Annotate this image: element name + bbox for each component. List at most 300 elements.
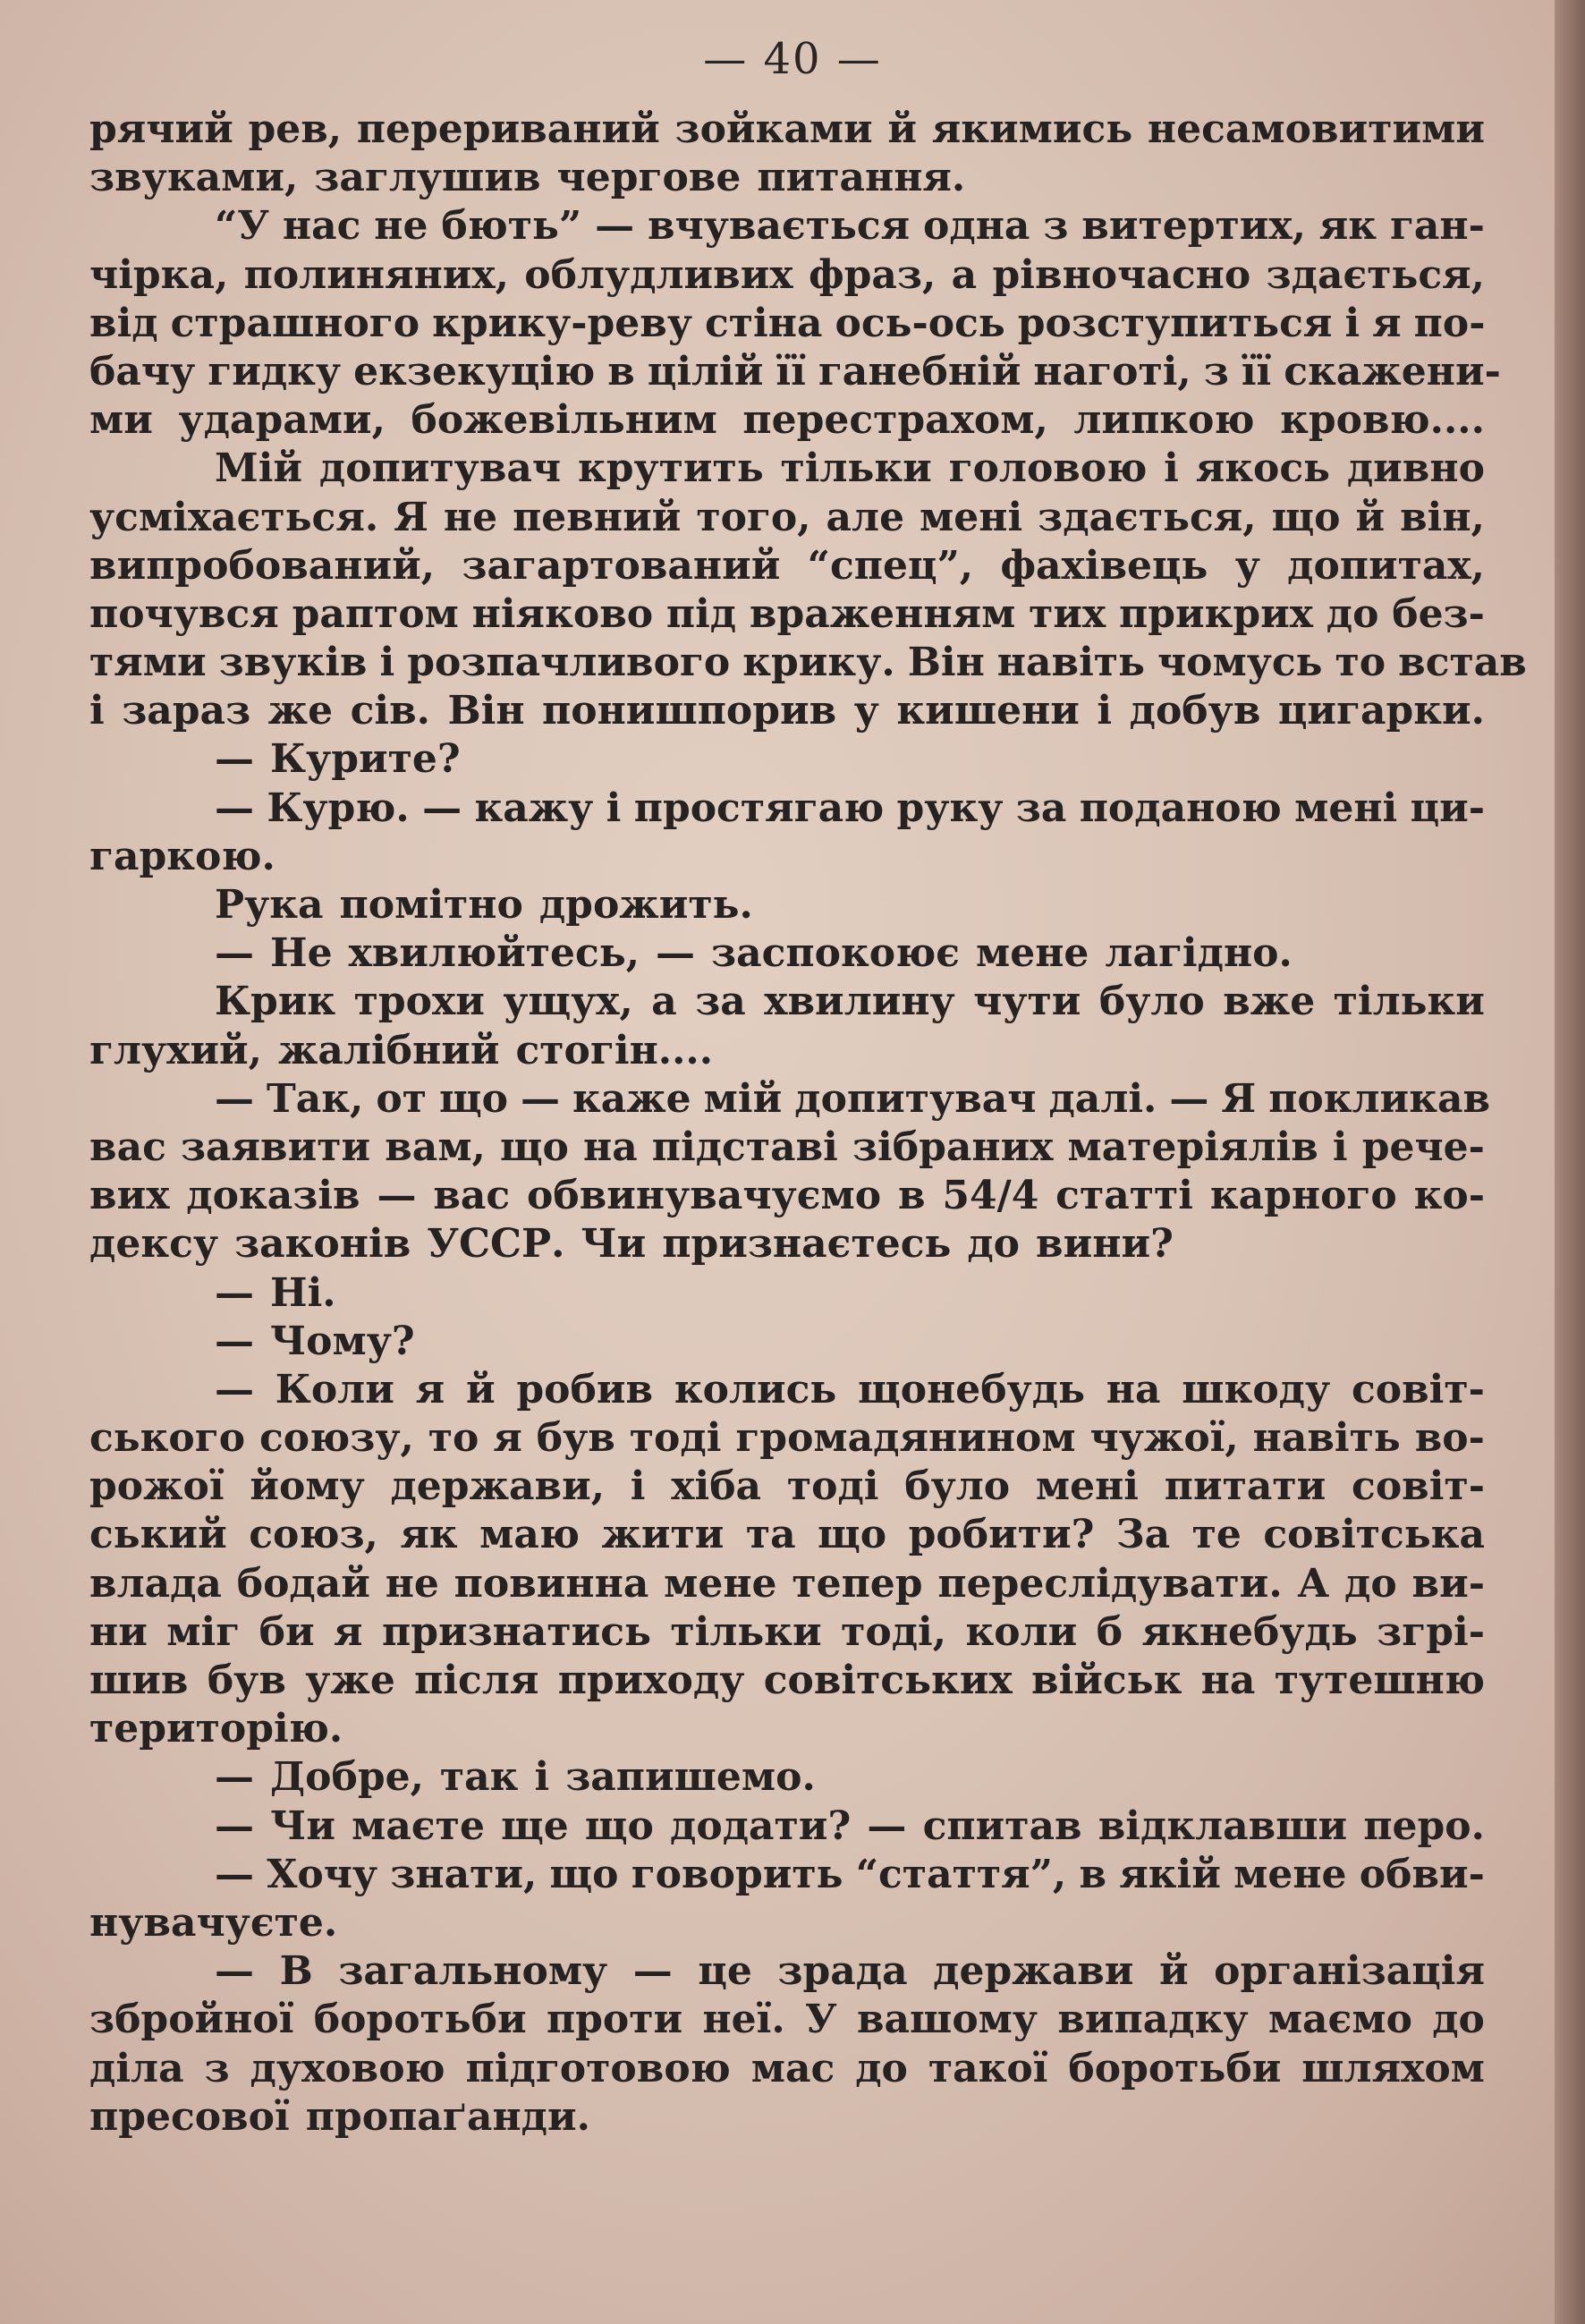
text-line (89, 106, 1485, 154)
word: але (826, 494, 905, 540)
word: я (493, 1415, 522, 1462)
text-line (89, 1027, 1485, 1075)
word: же (267, 688, 334, 734)
word: навіть (996, 640, 1145, 686)
word: хіба (671, 1463, 762, 1510)
word: нувачуєте. (89, 1899, 338, 1946)
word: я (334, 1608, 363, 1655)
word: тільки (1333, 979, 1485, 1025)
word: жити (601, 1512, 725, 1558)
body-text (89, 106, 1527, 2142)
text-line (89, 1996, 1485, 2044)
word: “стаття”, (855, 1851, 1067, 1897)
word: Мій (215, 445, 303, 492)
word: без- (1392, 590, 1485, 637)
text-line (89, 2093, 1485, 2142)
word: на (582, 1124, 638, 1170)
word: Чи (581, 1221, 647, 1268)
text-line (89, 1705, 1485, 1753)
word: переслідувати. (937, 1560, 1283, 1607)
word: законів (234, 1221, 411, 1268)
word: та (745, 1512, 796, 1558)
word: хвилюйтесь, (348, 930, 640, 977)
word: до (1326, 590, 1379, 637)
word: шкоду (1182, 1366, 1331, 1412)
word: підставі (651, 1124, 838, 1170)
word: перестрахом, (742, 397, 1048, 444)
word: мій (703, 1075, 783, 1122)
text-line (89, 202, 1485, 250)
word: усміхається. (89, 494, 379, 540)
word: що (1271, 494, 1341, 540)
word: запишемо. (565, 1754, 816, 1801)
word: совітських (763, 1658, 1013, 1703)
word: зібраних (852, 1124, 1054, 1170)
word: був (536, 1415, 615, 1462)
word: певний (513, 494, 682, 540)
word: вас (89, 1124, 166, 1170)
word: тоді, (841, 1608, 947, 1655)
word: держави (933, 1948, 1134, 1995)
word: — (1169, 1075, 1209, 1122)
word: екзекуцію (353, 348, 596, 394)
word: за (695, 979, 746, 1025)
word: тільки (670, 1608, 822, 1655)
word: перериваний (356, 106, 660, 152)
word: обви- (1359, 1851, 1485, 1897)
word: обвинувачуємо (527, 1173, 882, 1219)
text-line (89, 1124, 1485, 1172)
word: а (651, 979, 677, 1025)
word: загартований (462, 542, 781, 589)
word: цілій (647, 348, 764, 394)
word: — (215, 1269, 254, 1316)
word: зрада (777, 1948, 908, 1995)
word: чути (973, 979, 1081, 1025)
word: військ (1031, 1658, 1182, 1703)
word: тями (89, 640, 207, 686)
word: шляхом (1301, 2045, 1485, 2091)
word: далі. (1048, 1075, 1157, 1122)
text-line (89, 251, 1485, 300)
word: скажени- (1284, 348, 1501, 394)
word: знати, (390, 1851, 538, 1897)
word: говорить (631, 1851, 843, 1897)
word: під (665, 590, 737, 637)
word: в (897, 1173, 926, 1219)
word: мене (664, 1560, 777, 1607)
word: боротьби (1068, 2045, 1282, 2091)
word: — (377, 1173, 417, 1219)
word: ми (89, 397, 153, 444)
word: до (855, 2045, 908, 2091)
word: заспокоює (711, 930, 960, 977)
text-line (89, 1075, 1491, 1124)
word: стіна (705, 300, 823, 346)
word: робив (516, 1366, 654, 1412)
word: і (606, 785, 622, 831)
word: рече- (1361, 1124, 1485, 1170)
word: її (776, 348, 806, 394)
word: руку (896, 785, 1004, 831)
word: додати? (670, 1802, 852, 1849)
word: міг (166, 1608, 241, 1655)
word: духовою (250, 2045, 445, 2091)
word: і (1344, 300, 1360, 346)
text-line (89, 735, 1485, 784)
word: встав (1398, 640, 1527, 686)
word: її (1241, 348, 1272, 394)
word: загальному (338, 1948, 608, 1995)
word: після (414, 1658, 539, 1703)
word: дексу (89, 1221, 219, 1268)
word: би (259, 1608, 315, 1655)
word: во- (1414, 1415, 1485, 1462)
word: з (204, 2045, 230, 2091)
word: кишени (896, 688, 1080, 734)
word: перо. (1363, 1802, 1485, 1849)
word: до (1344, 1560, 1397, 1607)
word: вини? (1036, 1221, 1174, 1268)
word: Коли (275, 1366, 394, 1412)
word: доказів (186, 1173, 360, 1219)
word: щонебудь (858, 1366, 1085, 1412)
text-line (89, 300, 1485, 348)
word: так (439, 1754, 519, 1801)
word: У (804, 1997, 837, 2043)
word: й (887, 106, 918, 152)
word: випробований, (89, 542, 436, 589)
word: — (632, 1948, 673, 1995)
page-edge (1555, 0, 1585, 2324)
word: тепер (792, 1560, 923, 1607)
word: пресової (89, 2093, 290, 2140)
word: лагідно. (1105, 930, 1293, 977)
word: що (584, 1802, 654, 1849)
word: ко- (1413, 1173, 1485, 1219)
word: з (1203, 348, 1229, 394)
word: пропаґанди. (305, 2093, 590, 2140)
word: тих (1029, 590, 1106, 637)
word: чужої, (1089, 1415, 1239, 1462)
word: 54/4 (942, 1173, 1039, 1219)
word: випадку (1057, 1997, 1249, 2043)
word: карного (1209, 1173, 1397, 1219)
word: бодай (236, 1560, 370, 1607)
word: поданою (1079, 785, 1282, 831)
word: рячий (89, 106, 233, 152)
word: здається, (1266, 251, 1485, 298)
word: мас (750, 2045, 835, 2091)
word: приходу (557, 1658, 745, 1703)
word: рев, (248, 106, 343, 152)
text-line (89, 1511, 1485, 1559)
word: — (215, 785, 254, 831)
word: повинна (453, 1560, 649, 1607)
word: влада (89, 1560, 222, 1607)
word: у (853, 688, 879, 734)
word: заглушив (314, 155, 541, 201)
word: що (438, 1075, 508, 1122)
word: — (520, 1075, 560, 1122)
text-line (89, 494, 1485, 542)
word: маю (479, 1512, 580, 1558)
word: що (818, 1512, 887, 1558)
word: — (215, 1075, 254, 1122)
word: мені (1035, 1463, 1140, 1510)
word: то (1335, 640, 1386, 686)
word: і (630, 1463, 646, 1510)
word: в (607, 348, 635, 394)
word: територію. (89, 1706, 343, 1752)
text-line (89, 1657, 1485, 1705)
word: маєте (352, 1802, 485, 1849)
text-line (89, 785, 1485, 833)
word: держави, (390, 1463, 606, 1510)
word: йому (250, 1463, 365, 1510)
word: — (215, 1754, 254, 1801)
word: ци- (1410, 785, 1485, 831)
word: сів. (350, 688, 430, 734)
word: було (904, 1463, 1011, 1510)
text-line (89, 348, 1501, 396)
word: і (1097, 688, 1113, 734)
word: не (385, 1560, 439, 1607)
word: прикрих (1118, 590, 1313, 637)
word: Він (907, 640, 985, 686)
word: Крик (215, 979, 336, 1025)
word: б (1096, 1608, 1123, 1655)
word: нас (282, 203, 361, 250)
word: глухий, (89, 1027, 262, 1073)
word: допитувач (794, 1075, 1037, 1122)
text-line (89, 542, 1485, 590)
text-line (89, 445, 1485, 493)
word: маємо (1267, 1997, 1412, 2043)
text-line (89, 1753, 1485, 1802)
word: згрі- (1377, 1608, 1485, 1655)
page-number: — 40 — (703, 34, 882, 84)
word: проти (546, 1997, 683, 2043)
text-line (89, 639, 1527, 687)
word: ган- (1389, 203, 1485, 250)
word: якимись (931, 106, 1133, 152)
text-line (89, 154, 1485, 202)
word: совіт- (1352, 1463, 1485, 1510)
word: уже (305, 1658, 395, 1703)
text-line (89, 687, 1485, 735)
text-line (89, 2045, 1485, 2093)
text-line (89, 1220, 1485, 1268)
word: гаркою. (89, 833, 275, 879)
word: Хочу (267, 1851, 378, 1897)
word: каже (572, 1075, 691, 1122)
word: липкою (1073, 397, 1255, 444)
word: на (1200, 1658, 1256, 1703)
word: звуків (218, 640, 368, 686)
word: вих (89, 1173, 170, 1219)
word: за (1015, 785, 1067, 831)
word: Не (270, 930, 333, 977)
word: організація (1214, 1948, 1485, 1995)
word: покликав (1268, 1075, 1491, 1122)
word: питати (1164, 1463, 1326, 1510)
word: звуками, (89, 155, 299, 201)
word: гидку (208, 348, 342, 394)
word: — (656, 930, 696, 977)
text-line (89, 1269, 1485, 1318)
text-line (89, 1608, 1485, 1657)
word: те (1191, 1512, 1242, 1558)
text-line (89, 881, 1485, 929)
word: неї. (702, 1997, 785, 2043)
word: вам, (385, 1124, 486, 1170)
word: За (1115, 1512, 1171, 1558)
word: такої (928, 2045, 1048, 2091)
word: витертих, (1081, 203, 1306, 250)
text-line (89, 1172, 1485, 1220)
word: громадянином (735, 1415, 1076, 1462)
word: наготі, (1033, 348, 1191, 394)
word: фахівець (1000, 542, 1208, 589)
word: а (951, 251, 978, 298)
word: мене (976, 930, 1089, 977)
word: Добре, (270, 1754, 424, 1801)
word: от (376, 1075, 427, 1122)
word: ударами, (178, 397, 386, 444)
word: як (1318, 203, 1377, 250)
word: — (215, 1366, 254, 1412)
word: тоді (786, 1463, 879, 1510)
word: бачу (89, 348, 196, 394)
word: понишпорив (542, 688, 837, 734)
word: збройної (89, 1997, 294, 2043)
word: простягаю (633, 785, 885, 831)
word: В (279, 1948, 313, 1995)
word: головою (948, 445, 1148, 492)
word: — (422, 785, 462, 831)
word: ущух, (503, 979, 633, 1025)
word: одна (923, 203, 1030, 250)
word: совітська (1263, 1512, 1485, 1558)
word: боротьби (313, 1997, 527, 2043)
word: до (967, 1221, 1021, 1268)
text-line (89, 1899, 1485, 1947)
word: зойками (674, 106, 873, 152)
word: облудливих (524, 251, 793, 298)
word: я (1372, 300, 1402, 346)
word: якнебудь (1141, 1608, 1358, 1655)
word: ось-ось (835, 300, 1005, 346)
word: страшного (170, 300, 420, 346)
word: Чому? (270, 1318, 415, 1364)
word: не (443, 494, 498, 540)
word: і (89, 688, 105, 734)
word: допитувач (318, 445, 562, 492)
text-line (89, 1463, 1485, 1511)
word: кажу (474, 785, 594, 831)
text-line (89, 1318, 1485, 1366)
word: Рука (215, 882, 324, 928)
word: вчувається (647, 203, 911, 250)
word: тоді (629, 1415, 722, 1462)
word: заявити (180, 1124, 371, 1170)
word: й (465, 1366, 496, 1412)
word: з (1043, 203, 1069, 250)
word: помітно (339, 882, 523, 928)
word: підготовою (465, 2045, 731, 2091)
word: чомусь (1157, 640, 1323, 686)
word: питання. (757, 155, 966, 201)
word: спитав (922, 1802, 1082, 1849)
word: признатись (382, 1608, 651, 1655)
word: А (1297, 1560, 1330, 1607)
text-line (89, 929, 1485, 978)
word: — (215, 736, 254, 783)
word: ганебній (818, 348, 1021, 394)
word: до (1432, 1997, 1485, 2043)
word: рожої (89, 1463, 225, 1510)
word: по- (1413, 300, 1486, 346)
word: ни (89, 1608, 148, 1655)
word: ський (89, 1512, 227, 1558)
word: признаєтесь (662, 1221, 952, 1268)
word: вже (1223, 979, 1316, 1025)
word: цигарки. (1277, 688, 1485, 734)
word: розступиться (1017, 300, 1333, 346)
word: як (400, 1512, 458, 1558)
word: у (1234, 542, 1260, 589)
word: совіт- (1351, 1366, 1485, 1412)
word: він, (1400, 494, 1485, 540)
word: Ні. (270, 1269, 336, 1316)
word: божевільним (411, 397, 717, 444)
word: від (89, 300, 158, 346)
word: і (534, 1754, 550, 1801)
word: і (1164, 445, 1179, 492)
word: несамовитими (1147, 106, 1485, 152)
word: Курю. (267, 785, 410, 831)
word: бють” (441, 203, 582, 250)
word: — (595, 203, 635, 250)
word: полиняних, (243, 251, 509, 298)
word: “У (215, 203, 270, 250)
word: розпачливого (407, 640, 731, 686)
word: Курите? (270, 736, 461, 783)
word: здається, (1038, 494, 1257, 540)
word: чірка, (89, 251, 229, 298)
text-line (89, 1802, 1485, 1851)
word: почувся (89, 590, 279, 637)
word: раптом (292, 590, 459, 637)
word: вашому (856, 1997, 1038, 2043)
word: статті (1055, 1173, 1193, 1219)
word: рівночасно (992, 251, 1251, 298)
word: колись (674, 1366, 837, 1412)
word: дивно (1346, 445, 1485, 492)
word: мені (1294, 785, 1398, 831)
word: союзу, (259, 1415, 414, 1462)
text-line (89, 396, 1485, 445)
word: мені (920, 494, 1023, 540)
word: мене (1233, 1851, 1347, 1897)
word: — (215, 1802, 254, 1849)
word: Чи (270, 1802, 335, 1849)
word: ще (501, 1802, 569, 1849)
word: крику. (742, 640, 895, 686)
word: трохи (353, 979, 485, 1025)
word: що (549, 1851, 619, 1897)
